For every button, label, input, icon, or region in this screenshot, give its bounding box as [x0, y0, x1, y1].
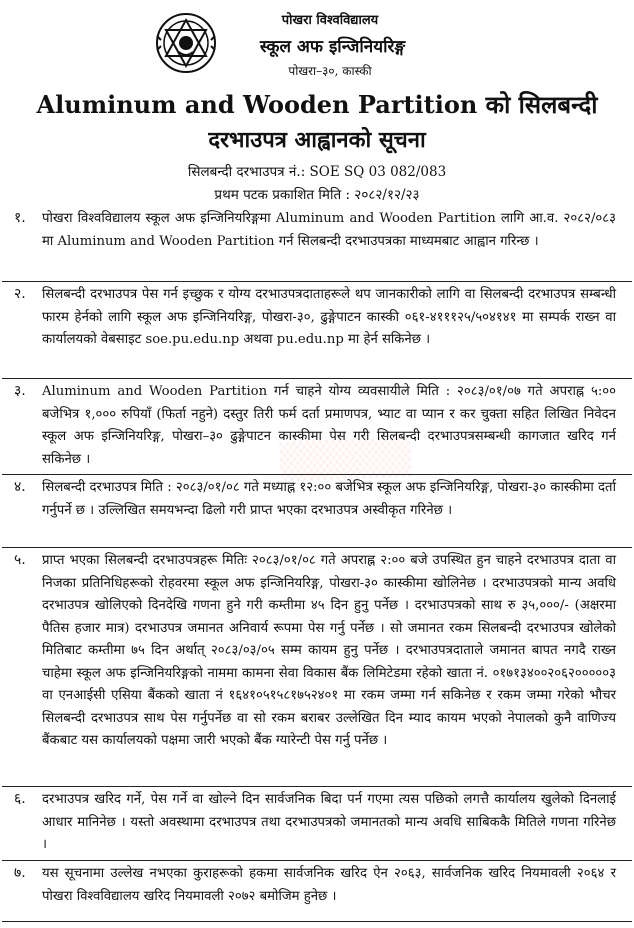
divider: [2, 378, 632, 379]
address: पोखरा–३०, कास्की: [288, 64, 372, 78]
university-logo-icon: [155, 12, 217, 74]
watermark: ▒▒▒▒▒: [279, 437, 412, 483]
notice-item-1: [0, 208, 634, 253]
notice-item-7: [0, 863, 634, 908]
divider: [2, 547, 632, 548]
item-text: सिलबन्दी दरभाउपत्र पेस गर्न इच्छुक र योग्य दरभाउपत्रदाताहरूले थप जानकारीको लागि वा सिलबन्दी दरभाउपत्र सम्बन्धी फारम हेर्नको लागि स्कूल अफ इन्जिनियरिङ्ग, पोखरा-३०, ढुङ्गेपाटन कास्की ०६१-४१११२५/५०४१४१ मा सम्पर्क राख्न वा कार्यालयको वेबसाइट soe.pu.edu.np अथवा pu.edu.np मा हेर्न सकिनेछ ।: [42, 287, 616, 347]
notice-item-3: [0, 381, 634, 471]
notice-item-5: [0, 550, 634, 753]
divider: [2, 474, 632, 475]
divider: [2, 281, 632, 282]
bid-number: सिलबन्दी दरभाउपत्र नं.: SOE SQ 03 082/083: [187, 164, 447, 180]
university-name: पोखरा विश्वविद्यालय: [281, 13, 379, 28]
item-text: यस सूचनामा उल्लेख नभएका कुराहरूको हकमा सार्वजनिक खरिद ऐन २०६३, सार्वजनिक खरिद नियमावली २०६४ र पोखरा विश्वविद्यालय खरिद नियमावली २०७२ बमोजिम हुनेछ ।: [42, 866, 616, 904]
item-text: दरभाउपत्र खरिद गर्ने, पेस गर्ने वा खोल्ने दिन सार्वजनिक बिदा पर्न गएमा त्यस पछिको लगत्तै कार्यालय खुलेको दिनलाई आधार मानिनेछ । यस्तो अवस्थामा दरभाउपत्र तथा दरभाउपत्रको जमानतको मान्य अवधि साबिककै मितिले गणना गरिनेछ ।: [42, 792, 616, 852]
published-date: प्रथम पटक प्रकाशित मिति : २०८२/१२/२३: [214, 187, 420, 203]
item-text: पोखरा विश्वविद्यालय स्कूल अफ इन्जिनियरिङ्गमा Aluminum and Wooden Partition लागि आ.व. २०८२/०८३ मा Aluminum and Wooden Partition गर्न सिलबन्दी दरभाउपत्रका माध्यमबाट आह्वान गरिन्छ ।: [42, 211, 616, 249]
item-number: २.: [14, 286, 26, 302]
item-text: प्राप्त भएका सिलबन्दी दरभाउपत्रहरू मितिः २०८३/०१/०८ गते अपराह्न २:०० बजे उपस्थित हुन चाहने दरभाउपत्र दाता वा निजका प्रतिनिधिहरूको रोहवरमा स्कूल अफ इन्जिनियरिङ्ग, पोखरा-३० कास्कीमा खोलिनेछ । दरभाउपत्रको मान्य अवधि दरभाउपत्र खोलिएको दिनदेखि गणना हुने गरी कम्तीमा ४५ दिन हुनु पर्नेछ । दरभाउपत्रको साथ रु ३५,०००/- (अक्षरमा पैतिस हजार मात्र) दरभाउपत्र जमानत अनिवार्य रूपमा पेस गर्नु पर्नेछ । सो जमानत रकम सिलबन्दी दरभाउपत्र खोलेको मितिबाट कम्तीमा ७५ दिन अर्थात् २०८३/०३/०५ सम्म कायम हुनु पर्नेछ । दरभाउपत्रदाताले जमानत बापत नगदै राख्न चाहेमा स्कूल अफ इन्जिनियरिङ्गको नाममा कामना सेवा विकास बैंक लिमिटेडमा रहेको खाता नं. ०१७१३४००२०६२०००००३ वा एनआईसी एसिया बैंकको खाता नं १६४१०५१५८१७५२४०१ मा रकम जम्मा गर्न सकिनेछ र रकम जम्मा गरेको भौचर सिलबन्दी दरभाउपत्र साथ पेस गर्नुपर्नेछ वा सो रकम बराबर उल्लेखित दिन म्याद कायम भएको नेपालको कुनै वाणिज्य बैंकबाट यस कार्यालयको पक्षमा जारी भएको बैंक ग्यारेन्टी पेस गर्नु पर्नेछ ।: [42, 553, 616, 748]
item-number: ५.: [14, 552, 26, 568]
item-text: सिलबन्दी दरभाउपत्र मिति : २०८३/०१/०८ गते मध्याह्न १२:०० बजेभित्र स्कूल अफ इन्जिनियरिङ्ग, पोखरा-३० कास्कीमा दर्ता गर्नुपर्ने छ । उल्लिखित समयभन्दा ढिलो गरी प्राप्त भएका दरभाउपत्र अस्वीकृत गरिनेछ ।: [42, 480, 616, 518]
notice-item-4: [0, 477, 634, 522]
item-text: Aluminum and Wooden Partition गर्न चाहने योग्य व्यवसायीले मिति : २०८३/०१/०७ गते अपराह्न ५:०० बजेभित्र १,००० रुपियाँ (फिर्ता नहुने) दस्तुर तिरी फर्म दर्ता प्रमाणपत्र, भ्याट वा प्यान र कर चुक्ता सहित लिखित निवेदन स्कूल अफ इन्जिनियरिङ्ग, पोखरा–३० ढुङ्गेपाटन कास्कीमा पेस गरी सिलबन्दी दरभाउपत्रसम्बन्धी कागजात खरिद गर्न सकिनेछ ।: [42, 384, 616, 467]
divider: [2, 921, 632, 922]
notice-title-line2: दरभाउपत्र आह्वानको सूचना: [208, 127, 426, 153]
divider: [2, 860, 632, 861]
notice-title-line1: Aluminum and Wooden Partition को सिलबन्दी: [36, 90, 598, 119]
school-name: स्कूल अफ इन्जिनियरिङ्ग: [259, 37, 406, 57]
item-number: ६.: [14, 791, 26, 807]
notice-item-6: [0, 789, 634, 857]
item-number: ४.: [14, 479, 26, 495]
notice-item-2: [0, 284, 634, 352]
item-number: ७.: [14, 865, 26, 881]
item-number: १.: [14, 210, 26, 226]
item-number: ३.: [14, 383, 26, 399]
divider: [2, 786, 632, 787]
